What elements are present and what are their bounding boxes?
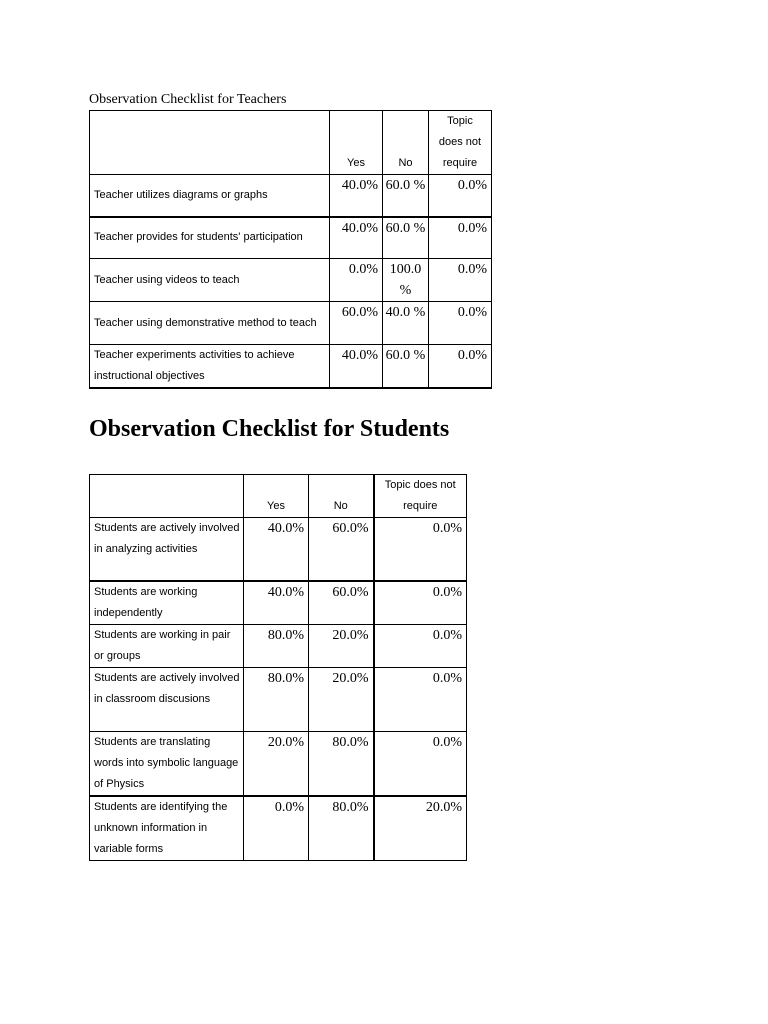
students-checklist-table <box>89 474 467 861</box>
table-row <box>90 175 492 217</box>
table-row <box>90 259 492 302</box>
cell-topic: 0.0% <box>429 345 492 389</box>
row-label: Teacher experiments activities to achieve instructional objectives <box>90 345 330 389</box>
row-label: Students are identifying the unknown information in variable forms <box>90 796 244 861</box>
table-row <box>90 624 467 667</box>
cell-topic: 0.0% <box>429 217 492 259</box>
row-label: Students are actively involved in analyzing activities <box>90 518 244 581</box>
table-row <box>90 518 467 581</box>
cell-no: 80.0% <box>309 731 374 796</box>
cell-yes: 40.0% <box>244 581 309 625</box>
cell-topic: 20.0% <box>374 796 467 861</box>
cell-no: 80.0% <box>309 796 374 861</box>
row-label: Teacher using demonstrative method to teach <box>90 302 330 345</box>
cell-no: 60.0 % <box>383 175 429 217</box>
cell-no: 60.0% <box>309 518 374 581</box>
table-header-row <box>90 111 492 175</box>
row-label: Teacher provides for students' participation <box>90 217 330 259</box>
cell-no: 20.0% <box>309 667 374 731</box>
table-row <box>90 667 467 731</box>
header-topic: Topic does not require <box>429 111 492 175</box>
cell-topic: 0.0% <box>429 302 492 345</box>
cell-yes: 0.0% <box>330 259 383 302</box>
cell-yes: 40.0% <box>244 518 309 581</box>
cell-yes: 60.0% <box>330 302 383 345</box>
header-topic: Topic does not require <box>374 475 467 518</box>
cell-topic: 0.0% <box>429 175 492 217</box>
table-row <box>90 302 492 345</box>
cell-no: 60.0% <box>309 581 374 625</box>
table-row <box>90 796 467 861</box>
table-row <box>90 345 492 389</box>
header-label-cell <box>90 111 330 175</box>
cell-yes: 0.0% <box>244 796 309 861</box>
header-label-cell <box>90 475 244 518</box>
header-no: No <box>309 475 374 518</box>
table-row <box>90 217 492 259</box>
header-yes: Yes <box>244 475 309 518</box>
cell-no: 60.0 % <box>383 217 429 259</box>
row-label: Students are working independently <box>90 581 244 625</box>
cell-topic: 0.0% <box>374 731 467 796</box>
cell-topic: 0.0% <box>374 624 467 667</box>
cell-topic: 0.0% <box>374 518 467 581</box>
students-section-heading: Observation Checklist for Students <box>89 416 450 442</box>
teachers-checklist-table <box>89 110 492 389</box>
row-label: Students are working in pair or groups <box>90 624 244 667</box>
cell-yes: 40.0% <box>330 175 383 217</box>
row-label: Students are actively involved in classroom discusions <box>90 667 244 731</box>
cell-topic: 0.0% <box>374 667 467 731</box>
table-header-row <box>90 475 467 518</box>
teachers-table-caption: Observation Checklist for Teachers <box>89 92 287 107</box>
cell-no: 40.0 % <box>383 302 429 345</box>
cell-yes: 20.0% <box>244 731 309 796</box>
cell-no: 20.0% <box>309 624 374 667</box>
row-label: Students are translating words into symbolic language of Physics <box>90 731 244 796</box>
cell-yes: 80.0% <box>244 667 309 731</box>
cell-yes: 40.0% <box>330 345 383 389</box>
cell-topic: 0.0% <box>374 581 467 625</box>
row-label: Teacher utilizes diagrams or graphs <box>90 175 330 217</box>
row-label: Teacher using videos to teach <box>90 259 330 302</box>
table-row <box>90 731 467 796</box>
header-no: No <box>383 111 429 175</box>
cell-no: 100.0 % <box>383 259 429 302</box>
cell-yes: 40.0% <box>330 217 383 259</box>
cell-topic: 0.0% <box>429 259 492 302</box>
cell-yes: 80.0% <box>244 624 309 667</box>
cell-no: 60.0 % <box>383 345 429 389</box>
header-yes: Yes <box>330 111 383 175</box>
table-row <box>90 581 467 625</box>
